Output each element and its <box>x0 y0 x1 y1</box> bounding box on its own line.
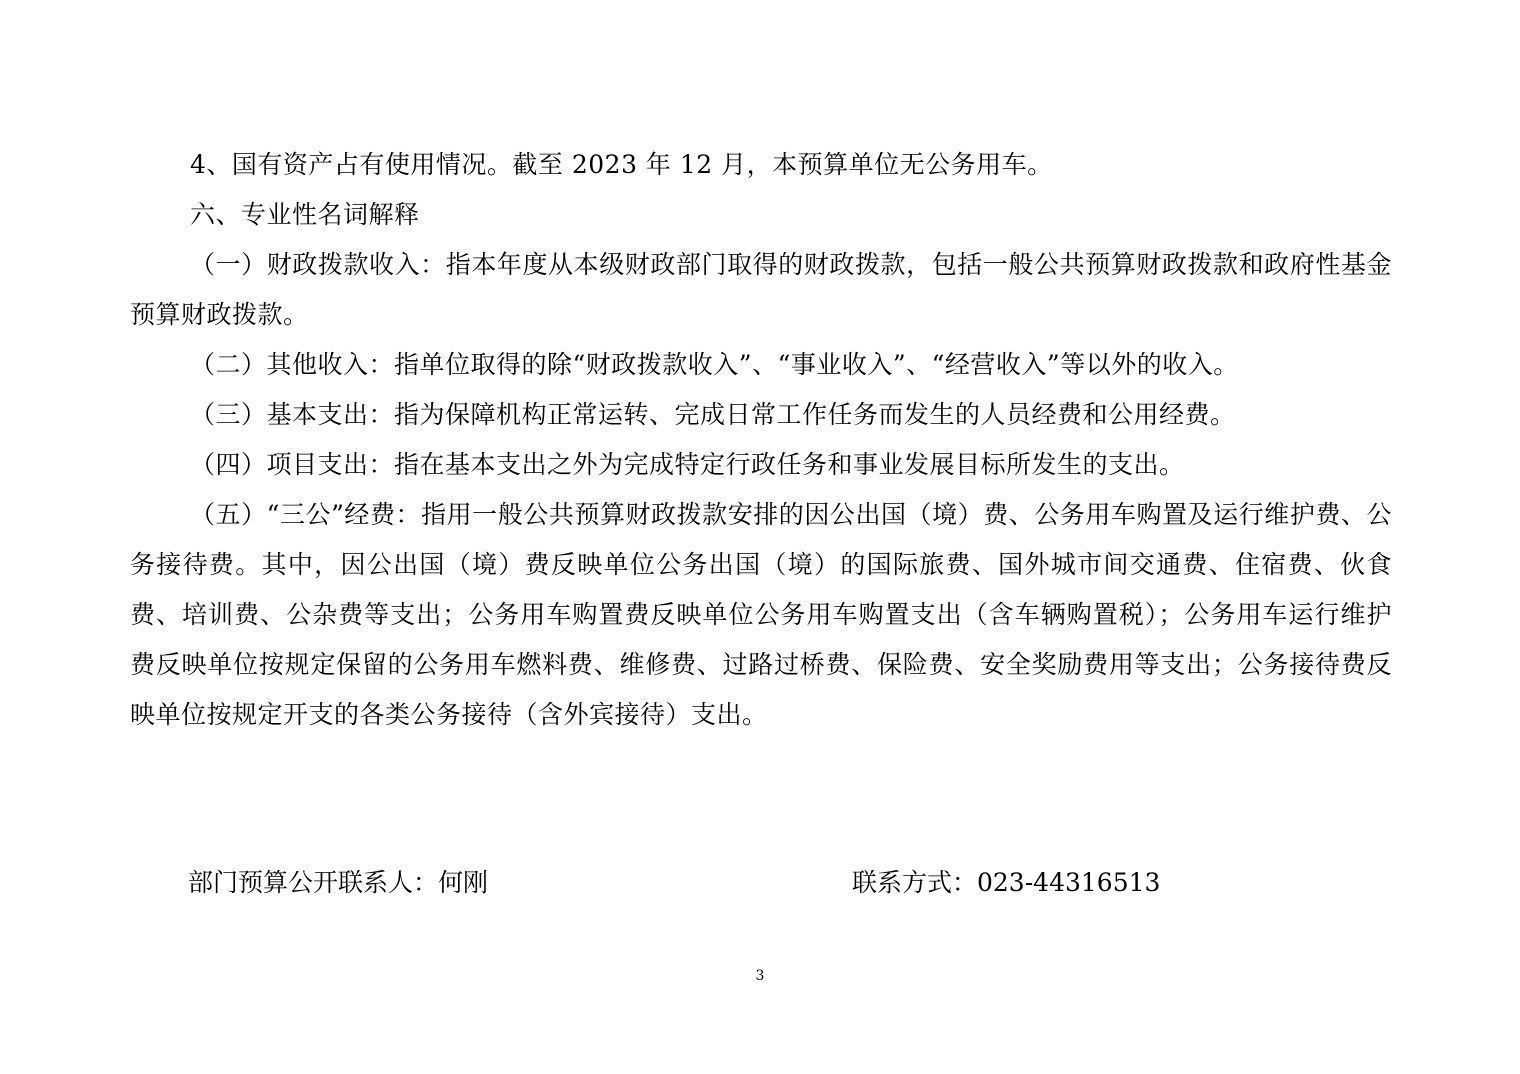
page-number: 3 <box>755 968 765 984</box>
paragraph-project-expenditure: （四）项目支出：指在基本支出之外为完成特定行政任务和事业发展目标所发生的支出。 <box>190 450 1185 479</box>
document-body <box>130 140 1392 740</box>
contact-row <box>0 858 1520 908</box>
paragraph-three-public-expenses: （五）“三公”经费：指用一般公共预算财政拨款安排的因公出国（境）费、公务用车购置及运行维护费、公务接待费。其中，因公出国（境）费反映单位公务出国（境）的国际旅费、国外城市间交通费、住宿费、伙食费、培训费、公杂费等支出；公务用车购置费反映单位公务用车购置支出（含车辆购置税）；公务用车运行维护费反映单位按规定保留的公务用车燃料费、维修费、过路过桥费、保险费、安全奖励费用等支出；公务接待费反映单位按规定开支的各类公务接待（含外宾接待）支出。 <box>130 500 1392 729</box>
contact-person: 部门预算公开联系人：何刚 <box>188 868 489 897</box>
contact-phone: 联系方式：023-44316513 <box>852 868 1161 897</box>
paragraph-asset-status: 4、国有资产占有使用情况。截至 2023 年 12 月，本预算单位无公务用车。 <box>190 150 1053 179</box>
paragraph-basic-expenditure: （三）基本支出：指为保障机构正常运转、完成日常工作任务而发生的人员经费和公用经费。 <box>190 400 1236 429</box>
section-heading-terms: 六、专业性名词解释 <box>190 200 420 229</box>
paragraph-fiscal-appropriation: （一）财政拨款收入：指本年度从本级财政部门取得的财政拨款，包括一般公共预算财政拨款和政府性基金预算财政拨款。 <box>130 250 1392 329</box>
paragraph-other-income: （二）其他收入：指单位取得的除“财政拨款收入”、“事业收入”、“经营收入”等以外的收入。 <box>190 350 1239 379</box>
